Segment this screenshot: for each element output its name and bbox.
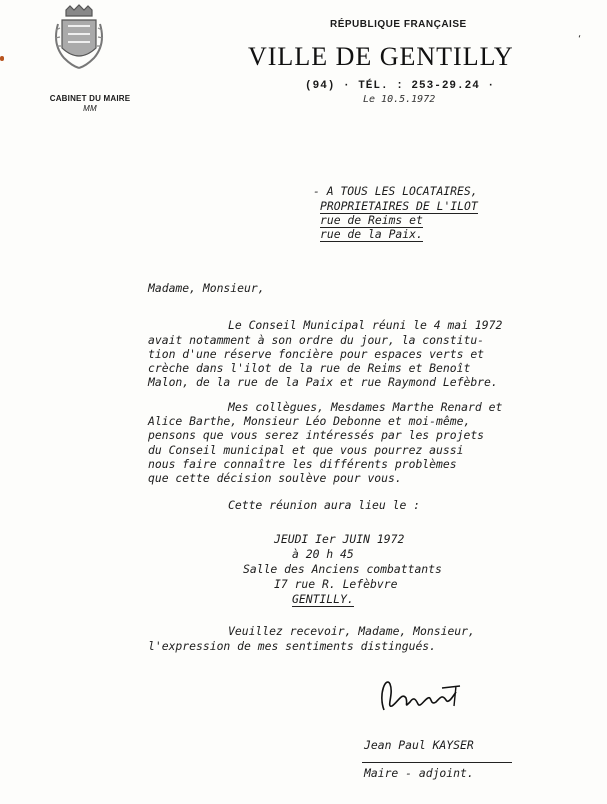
city-crest-icon [52,4,106,76]
recipient-line: rue de Reims et [320,213,423,227]
meeting-line: à 20 h 45 [292,547,354,561]
cabinet-initials: MM [83,104,97,113]
paragraph-line: Malon, de la rue de la Paix et rue Raymond Lefèbre. [148,375,498,389]
letter-date: Le 10.5.1972 [363,94,436,105]
handwritten-signature [372,670,472,720]
meeting-city: GENTILLY. [292,592,354,606]
recipient-line: PROPRIETAIRES DE L'ILOT [320,199,478,213]
meeting-line: Salle des Anciens combattants [243,562,442,576]
paragraph-line: tion d'une réserve foncière pour espaces verts et [148,347,485,361]
salutation: Madame, Monsieur, [148,281,265,295]
paragraph-line: Mes collègues, Mesdames Marthe Renard et [228,400,503,414]
signature-rule [362,762,512,763]
recipient-line: - A TOUS LES LOCATAIRES, [313,184,478,198]
paragraph-line: du Conseil municipal et que vous pourrez aussi [148,443,464,457]
paragraph-line: pensons que vous serez intéressés par les projets [148,428,485,442]
ink-spot [0,56,4,61]
paragraph-line: nous faire connaître les différents problèmes [148,457,457,471]
corner-mark: ‘ [578,34,582,45]
city-name: VILLE DE GENTILLY [248,42,514,71]
paragraph-line: crèche dans l'ilot de la rue de Reims et Benoît [148,361,471,375]
republique-heading: RÉPUBLIQUE FRANÇAISE [330,19,467,30]
paragraph-line: Le Conseil Municipal réuni le 4 mai 1972 [228,318,503,332]
meeting-line: JEUDI Ier JUIN 1972 [274,532,405,546]
meeting-line: I7 rue R. Lefèbvre [274,577,398,591]
paragraph-line: que cette décision soulève pour vous. [148,471,402,485]
cabinet-label [40,94,140,113]
signatory-title: Maire - adjoint. [364,766,474,780]
signatory-name: Jean Paul KAYSER [364,738,474,752]
paragraph-line: Alice Barthe, Monsieur Léo Debonne et moi-même, [148,414,471,428]
meeting-intro: Cette réunion aura lieu le : [228,498,421,512]
paragraph-line: avait notamment à son ordre du jour, la constitu- [148,333,485,347]
closing-line: Veuillez recevoir, Madame, Monsieur, [228,624,475,638]
recipient-line: rue de la Paix. [320,227,423,241]
telephone: (94) · TÉL. : 253-29.24 · [305,80,496,92]
closing-line: l'expression de mes sentiments distingués. [148,639,437,653]
cabinet-title: CABINET DU MAIRE [49,94,131,103]
